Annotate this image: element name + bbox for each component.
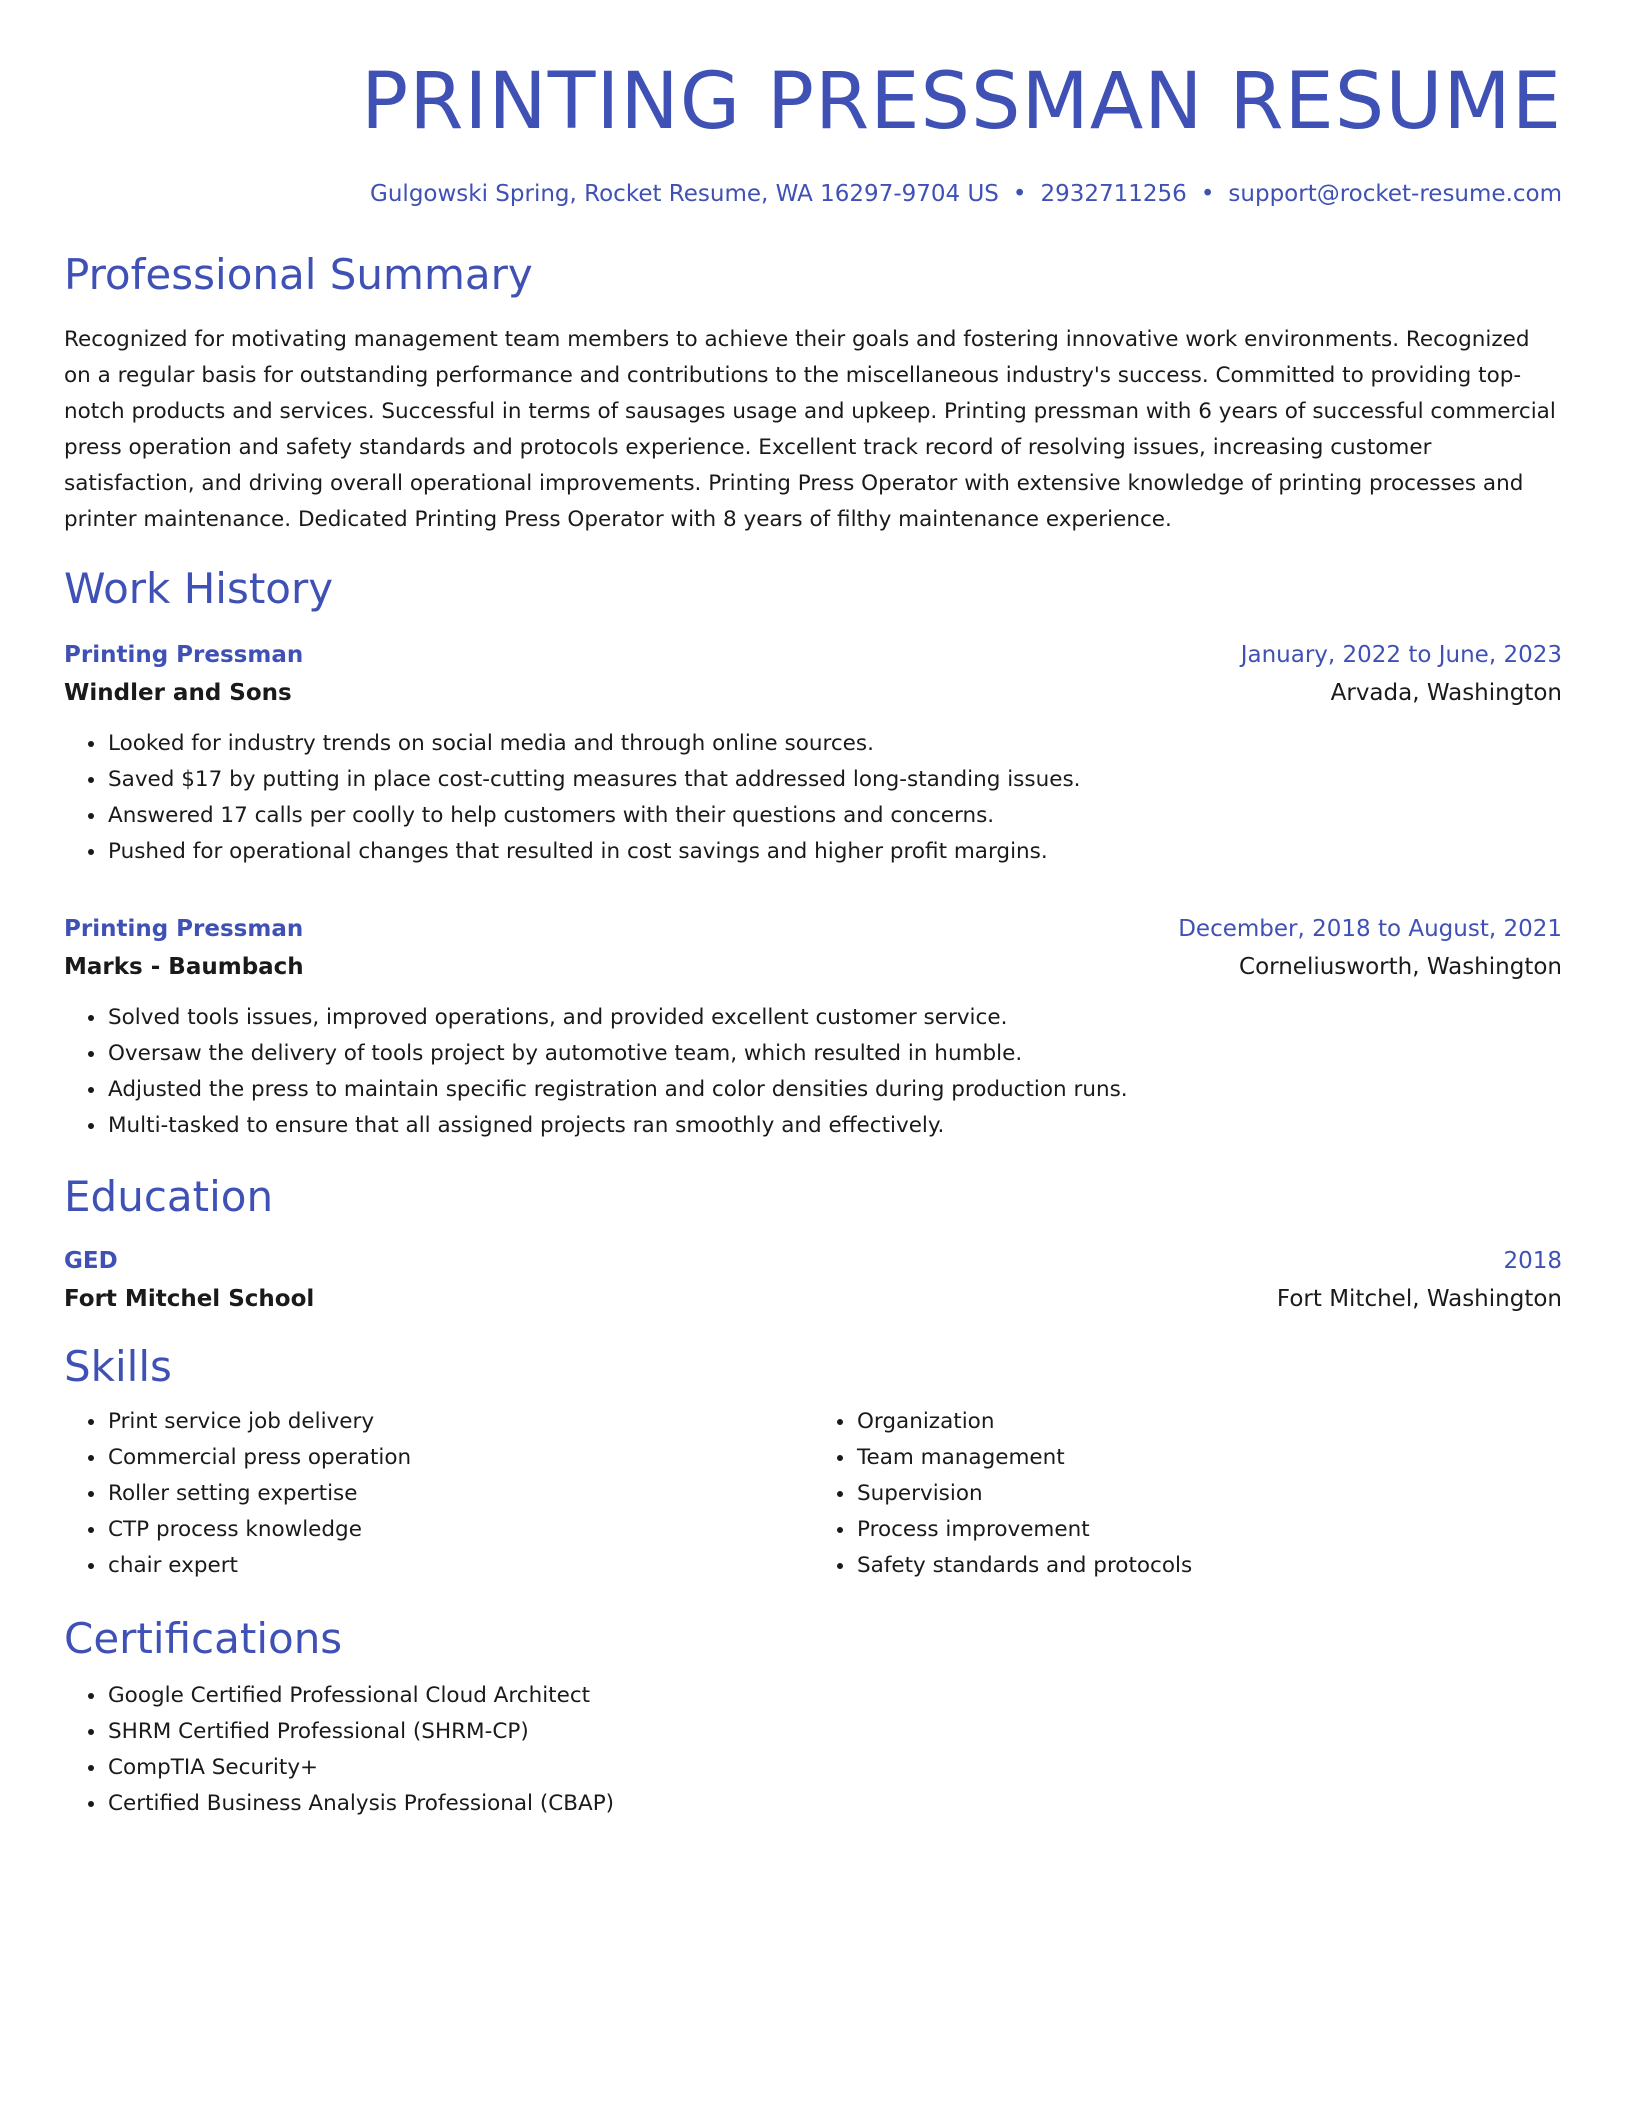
education-school-row <box>64 1280 1562 1318</box>
contact-address: Gulgowski Spring, Rocket Resume, WA 16297-9704 US <box>370 181 999 207</box>
skills-heading: Skills <box>64 1342 172 1391</box>
certification-item: • Certified Business Analysis Professional (CBAP) <box>107 1786 1562 1822</box>
job-bullets <box>64 1000 1562 1144</box>
work-history-heading: Work History <box>64 564 334 613</box>
job-header-row <box>64 910 1562 948</box>
skill-item: • Process improvement <box>856 1512 1562 1548</box>
skill-item: • Safety standards and protocols <box>856 1548 1562 1584</box>
education-header-row <box>64 1242 1562 1280</box>
job-bullet: • Multi-tasked to ensure that all assigned projects ran smoothly and effectively. <box>107 1108 1562 1144</box>
summary-heading: Professional Summary <box>64 250 533 299</box>
job-company: Marks - Baumbach <box>64 954 304 980</box>
resume-page <box>64 0 1562 1822</box>
education-heading: Education <box>64 1172 274 1221</box>
job-bullet: • Saved $17 by putting in place cost-cutting measures that addressed long-standing issues. <box>107 762 1562 798</box>
job-bullet: • Solved tools issues, improved operations, and provided excellent customer service. <box>107 1000 1562 1036</box>
job-bullet: • Oversaw the delivery of tools project by automotive team, which resulted in humble. <box>107 1036 1562 1072</box>
contact-separator: • <box>1012 181 1027 207</box>
skills-list-right <box>813 1404 1562 1584</box>
skills-list-left <box>64 1404 813 1584</box>
job-company-row <box>64 674 1562 712</box>
education-school: Fort Mitchel School <box>64 1286 315 1312</box>
job-dates: December, 2018 to August, 2021 <box>1178 916 1562 942</box>
skill-item: • Print service job delivery <box>107 1404 813 1440</box>
job-header-row <box>64 636 1562 674</box>
contact-email[interactable]: support@rocket-resume.com <box>1228 181 1562 207</box>
certification-item: • SHRM Certified Professional (SHRM-CP) <box>107 1714 1562 1750</box>
skills-columns <box>64 1404 1562 1584</box>
skill-item: • Organization <box>856 1404 1562 1440</box>
certification-item: • Google Certified Professional Cloud Architect <box>107 1678 1562 1714</box>
job-role: Printing Pressman <box>64 916 304 942</box>
job-role: Printing Pressman <box>64 642 304 668</box>
job-location: Corneliusworth, Washington <box>1239 954 1562 980</box>
job-dates: January, 2022 to June, 2023 <box>1240 642 1562 668</box>
contact-separator: • <box>1200 181 1215 207</box>
education-entry <box>64 1242 1562 1318</box>
certification-item: • CompTIA Security+ <box>107 1750 1562 1786</box>
skill-item: • Commercial press operation <box>107 1440 813 1476</box>
resume-name: PRINTING PRESSMAN RESUME <box>361 57 1562 147</box>
education-degree: GED <box>64 1248 118 1274</box>
job-bullet: • Answered 17 calls per coolly to help customers with their questions and concerns. <box>107 798 1562 834</box>
job-entry <box>64 910 1562 1144</box>
contact-line <box>64 178 1562 210</box>
skill-item: • CTP process knowledge <box>107 1512 813 1548</box>
job-bullets <box>64 726 1562 870</box>
skill-item: • Team management <box>856 1440 1562 1476</box>
skill-item: • Roller setting expertise <box>107 1476 813 1512</box>
job-bullet: • Looked for industry trends on social media and through online sources. <box>107 726 1562 762</box>
job-entry <box>64 636 1562 870</box>
certifications-list <box>64 1678 1562 1822</box>
resume-header <box>64 0 1562 210</box>
job-location: Arvada, Washington <box>1330 680 1562 706</box>
job-bullet: • Adjusted the press to maintain specific registration and color densities during production runs. <box>107 1072 1562 1108</box>
job-company-row <box>64 948 1562 986</box>
education-location: Fort Mitchel, Washington <box>1276 1286 1562 1312</box>
job-company: Windler and Sons <box>64 680 292 706</box>
job-bullet: • Pushed for operational changes that resulted in cost savings and higher profit margins. <box>107 834 1562 870</box>
certifications-heading: Certifications <box>64 1614 343 1663</box>
contact-phone[interactable]: 2932711256 <box>1040 181 1187 207</box>
education-year: 2018 <box>1503 1248 1562 1274</box>
skill-item: • Supervision <box>856 1476 1562 1512</box>
summary-text: Recognized for motivating management team members to achieve their goals and fostering innovative work environments. Recognized on a regular basis for outstanding performance and contributions to the miscellaneous industry's success. Committed to providing top-notch products and services. Successful in terms of sausages usage and upkeep. Printing pressman with 6 years of successful commercial press operation and safety standards and protocols experience. Excellent track record of resolving issues, increasing customer satisfaction, and driving overall operational improvements. Printing Press Operator with extensive knowledge of printing processes and printer maintenance. Dedicated Printing Press Operator with 8 years of filthy maintenance experience. <box>64 327 1556 532</box>
skill-item: • chair expert <box>107 1548 813 1584</box>
